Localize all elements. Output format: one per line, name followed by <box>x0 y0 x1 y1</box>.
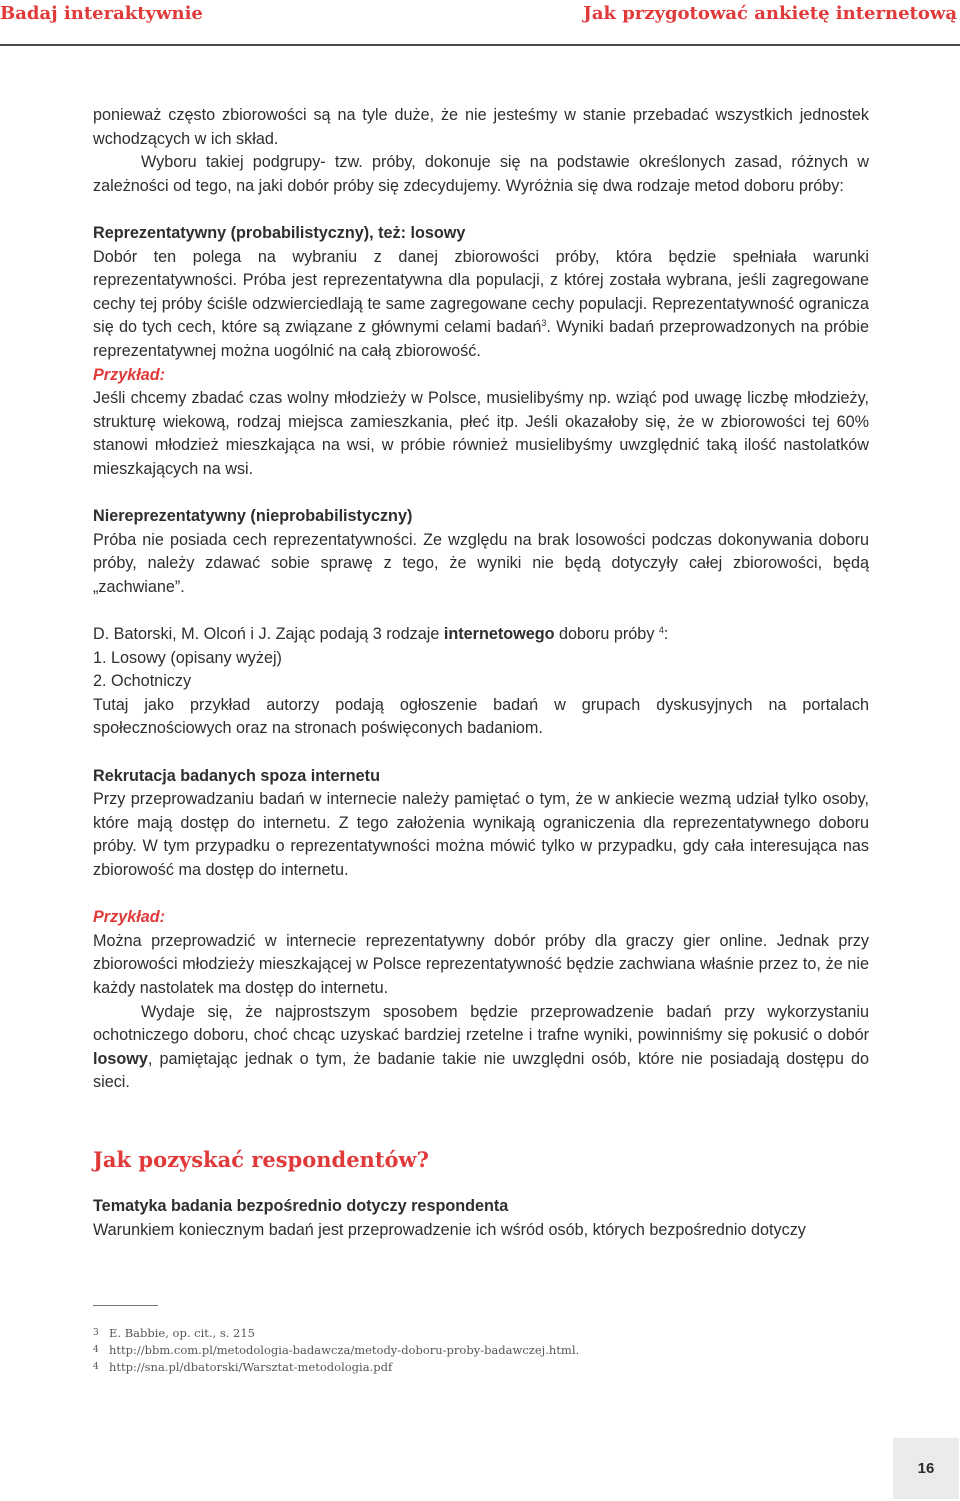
paragraph-sample-choice: Wyboru takiej podgrupy- tzw. próby, dokonuje się na podstawie określonych zasad, różnych w zależności od tego, na jaki dobór próby się zdecydujemy. Wyróżnia się dwa rodzaje metod doboru próby: <box>93 153 869 195</box>
paragraph-recruitment: Przy przeprowadzaniu badań w internecie należy pamiętać o tym, że w ankiecie wezmą udział tylko osoby, które mają dostęp do internetu. Z tego założenia wynikają ograniczenia dla reprezentatywnego doboru próby. W tym przypadku o reprezentatywności można mówić tylko w przypadku, gdy cała interesująca nas zbiorowość ma dostęp do internetu. <box>93 790 869 879</box>
paragraph-example-2: Można przeprowadzić w internecie reprezentatywny dobór próby dla graczy gier online. Jednak przy zbiorowości młodzieży mieszkającej w Polsce reprezentatywność będzie zachwiana właśnie przez to, że nie każdy nastolatek ma dostęp do internetu. <box>93 931 869 997</box>
paragraph-topic: Warunkiem koniecznym badań jest przeprowadzenie ich wśród osób, których bezpośrednio dotyczy <box>93 1220 806 1239</box>
header-title-left: Badaj interaktywnie <box>0 3 203 24</box>
paragraph-example-1: Jeśli chcemy zbadać czas wolny młodzieży w Polsce, musielibyśmy np. wziąć pod uwagę liczbę młodzieży, strukturę wiekową, rodzaj miejsca zamieszkania, płeć itp. Jeśli okazałoby się, że w zbiorowości tej 60% stanowi młodzież mieszkająca na wsi, w próbie również musielibyśmy uwzględnić taką ilość nastolatków mieszkających na wsi. <box>93 389 869 478</box>
footnote: 4 http://sna.pl/dbatorski/Warsztat-metodologia.pdf <box>93 1360 393 1374</box>
heading-recruitment: Rekrutacja badanych spoza internetu <box>93 766 380 785</box>
page-header <box>0 0 960 46</box>
footnotes <box>93 1325 793 1376</box>
heading-nonrepresentative: Niereprezentatywny (nieprobabilistyczny) <box>93 507 413 526</box>
section-title: Jak pozyskać respondentów? <box>93 1146 429 1172</box>
footnote-divider <box>93 1305 158 1306</box>
example-label: Przykład: <box>93 365 165 384</box>
list-item-random: 1. Losowy (opisany wyżej) <box>93 648 282 667</box>
paragraph-intro: ponieważ często zbiorowości są na tyle duże, że nie jesteśmy w stanie przebadać wszystkich jednostek wchodzących w ich skład. <box>93 106 869 148</box>
heading-representative: Reprezentatywny (probabilistyczny), też: losowy <box>93 223 466 242</box>
example-label-2: Przykład: <box>93 908 165 927</box>
paragraph-authors: D. Batorski, M. Olcoń i J. Zając podają 3 rodzaje internetowego doboru próby $^4$: <box>93 625 669 644</box>
main-content <box>93 104 869 1242</box>
paragraph-conclusion: Wydaje się, że najprostszym sposobem będzie przeprowadzenie badań przy wykorzystaniu ochotniczego doboru, choć chcąc uzyskać bardziej rzetelne i trafne wyniki, powinniśmy się pokusić o dobór losowy, pamiętając jednak o tym, że badanie takie nie uwzględni osób, które nie posiadają dostępu do sieci. <box>93 1002 869 1092</box>
footnote-ref-4: 4 <box>658 625 664 636</box>
footnote: 4 http://bbm.com.pl/metodologia-badawcza/metody-doboru-proby-badawczej.html. <box>93 1343 580 1357</box>
list-item-volunteer: 2. Ochotniczy <box>93 672 192 691</box>
page-number: 16 <box>893 1438 959 1499</box>
paragraph-nonrepresentative: Próba nie posiada cech reprezentatywności. Ze względu na brak losowości podczas dokonywania doboru próby, należy zdawać sobie sprawę z tego, że wyniki nie będą dotyczyły całej zbiorowości, będą „zachwiane”. <box>93 530 869 596</box>
paragraph-volunteer: Tutaj jako przykład autorzy podają ogłoszenie badań w grupach dyskusyjnych na portalach społecznościowych oraz na stronach poświęconych badaniom. <box>93 695 869 738</box>
header-title-right: Jak przygotować ankietę internetową <box>583 3 957 24</box>
footnote: 3 E. Babbie, op. cit., s. 215 <box>93 1326 255 1340</box>
heading-topic: Tematyka badania bezpośrednio dotyczy respondenta <box>93 1196 509 1215</box>
footnote-ref-3: 3 <box>541 318 547 329</box>
paragraph-representative: Dobór ten polega na wybraniu z danej zbiorowości próby, która będzie spełniała warunki reprezentatywności. Próba jest reprezentatywna dla populacji, z której została wybrana, jeśli zagregowane cechy tej próby ściśle odzwierciedlają te same zagregowane cechy populacji. Reprezentatywność ogranicza się do tych cech, które są związane z głównymi celami badań$^3$. Wyniki badań przeprowadzonych na próbie reprezentatywnej można uogólnić na całą zbiorowość. <box>93 247 869 360</box>
